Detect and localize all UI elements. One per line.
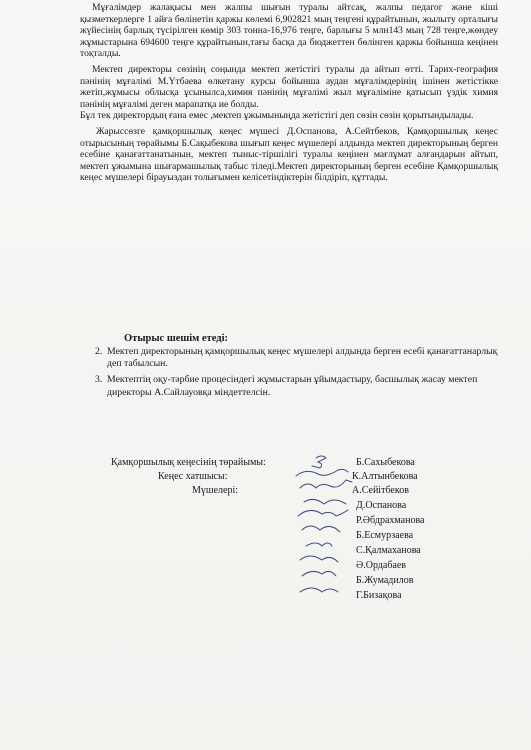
chair-label: Қамқоршылық кеңесінің төрайымы: bbox=[111, 457, 266, 468]
decision-item bbox=[95, 374, 500, 398]
member-name: Б.Сахыбекова bbox=[356, 457, 415, 468]
paragraph-debate: Жарыссөзге қамқоршылық кеңес мүшесі Д.Оспанова, А.Сейтбеков, Қамқоршылық кеңес отырысының төрайымы Б.Сақыбекова шығып кеңес мүшелері алдында мектеп директорының берген есебіне қанағаттанатынын, мектеп тыныс-тіршілігі туралы кеңінен мағлұмат алғандарын айтып, мектеп ұжымына шығармашылық табыс тіледі.Мектеп директорының берген есебіне Қамқоршылық кеңес мүшелері бірауыздан толығымен келісетіндіктерін білдіріп, құттады. bbox=[80, 125, 498, 184]
member-name: С.Қалмаханова bbox=[356, 545, 421, 556]
decision-item bbox=[95, 346, 500, 370]
paragraph-salary: Мұғалімдер жалақысы мен жалпы шығын туралы айтсақ, жалпы педагог және кіші қызметкерлерге 1 айға бөлінетін қаржы көлемі 6,902821 мың теңгені құрайтынын, жылыту орталығы жүйесінің барлық түсірілген көмір 303 тонна-16,976 теңге, барлығы 5 млн143 мың 728 теңге,жөндеу жұмыстарына 694600 теңге құрайтынын,тағы басқа да бюджеттен бөлінген қаржы бойынша кеңінен тоқталды. bbox=[80, 2, 498, 60]
member-name: Г.Бизақова bbox=[356, 590, 402, 601]
member-name: Р.Әбдрахманова bbox=[356, 515, 425, 526]
decision-number: 2. bbox=[95, 346, 103, 357]
decision-title: Отырыс шешім етеді: bbox=[124, 333, 228, 344]
decision-text: Мектептің оқу-тәрбие процесіндегі жұмыстарын ұйымдастыру, басшылық жасау мектеп директоры А.Сайлауовқа міндеттелсін. bbox=[107, 374, 478, 398]
member-name: Д.Оспанова bbox=[356, 500, 407, 511]
paragraph-achievements: Мектеп директоры сөзінің соңында мектеп жетістігі туралы да айтып өтті. Тарих-география пәнінің мұғалімі М.Үтбаева өлкетану курсы бойынша аудан мұғалімдерінің ішінен жетістікке жетіп,жұмысы облысқа ұсынылса,химия пәнінің мұғалімі жыл мұғаліміне қатысып үздік химия пәнінің мұғалімі деген марапатқа ие болды. bbox=[80, 63, 498, 110]
members-label: Мүшелері: bbox=[192, 485, 239, 496]
decision-number: 3. bbox=[95, 374, 103, 386]
member-name: Б.Жумадилов bbox=[356, 575, 414, 586]
member-name: А.Сейітбеков bbox=[352, 485, 409, 496]
paragraph-conclusion: Бұл тек директордың ғана емес ,мектеп ұжымыныңда жетістігі деп сөзін сөзін қорытындылады. bbox=[80, 110, 474, 122]
member-name: Ә.Ордабаев bbox=[356, 560, 407, 571]
body-text bbox=[80, 2, 498, 184]
decision-text: Мектеп директорының қамқоршылық кеңес мүшелері алдында берген есебі қанағаттанарлық деп табылсын. bbox=[107, 346, 498, 370]
member-name: К.Алтынбекова bbox=[352, 471, 418, 482]
secretary-label: Кеңес хатшысы: bbox=[158, 471, 228, 482]
decision-list bbox=[95, 346, 500, 403]
member-name: Б.Есмурзаева bbox=[356, 530, 414, 541]
